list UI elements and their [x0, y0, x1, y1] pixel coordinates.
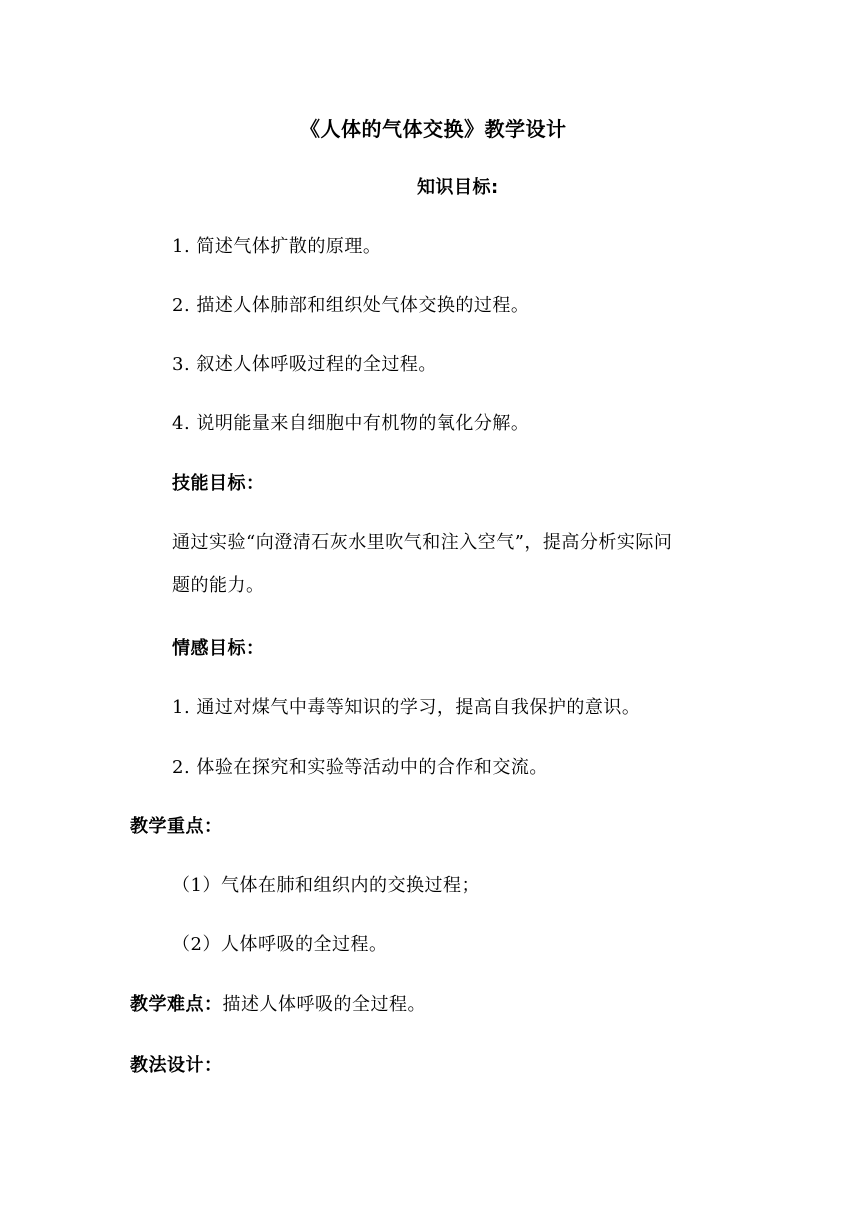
emotion-item-1: 1. 通过对煤气中毒等知识的学习，提高自我保护的意识。: [172, 697, 641, 718]
emotion-objectives-heading: 情感目标：: [172, 638, 265, 659]
knowledge-item-3: 3. 叙述人体呼吸过程的全过程。: [172, 354, 437, 375]
teaching-method-heading: 教法设计：: [130, 1055, 223, 1076]
knowledge-item-1: 1. 简述气体扩散的原理。: [172, 236, 382, 257]
difficult-point-line: [130, 993, 426, 1017]
skill-text-line-1: 通过实验“向澄清石灰水里吹气和注入空气”，提高分析实际问: [172, 532, 673, 553]
key-point-item-1: （1）气体在肺和组织内的交换过程；: [172, 875, 480, 896]
knowledge-item-4: 4. 说明能量来自细胞中有机物的氧化分解。: [172, 413, 530, 434]
key-points-heading: 教学重点：: [130, 816, 223, 837]
key-point-item-2: （2）人体呼吸的全过程。: [172, 934, 388, 955]
document-title: 《人体的气体交换》教学设计: [300, 117, 567, 141]
knowledge-objectives-heading: 知识目标:: [417, 177, 499, 198]
skill-text-line-2: 题的能力。: [172, 575, 265, 596]
skill-objectives-heading: 技能目标：: [172, 473, 265, 494]
emotion-item-2: 2. 体验在探究和实验等活动中的合作和交流。: [172, 757, 548, 778]
knowledge-item-2: 2. 描述人体肺部和组织处气体交换的过程。: [172, 295, 530, 316]
difficult-point-text: 描述人体呼吸的全过程。: [222, 994, 426, 1015]
difficult-point-label: 教学难点：: [130, 994, 223, 1015]
